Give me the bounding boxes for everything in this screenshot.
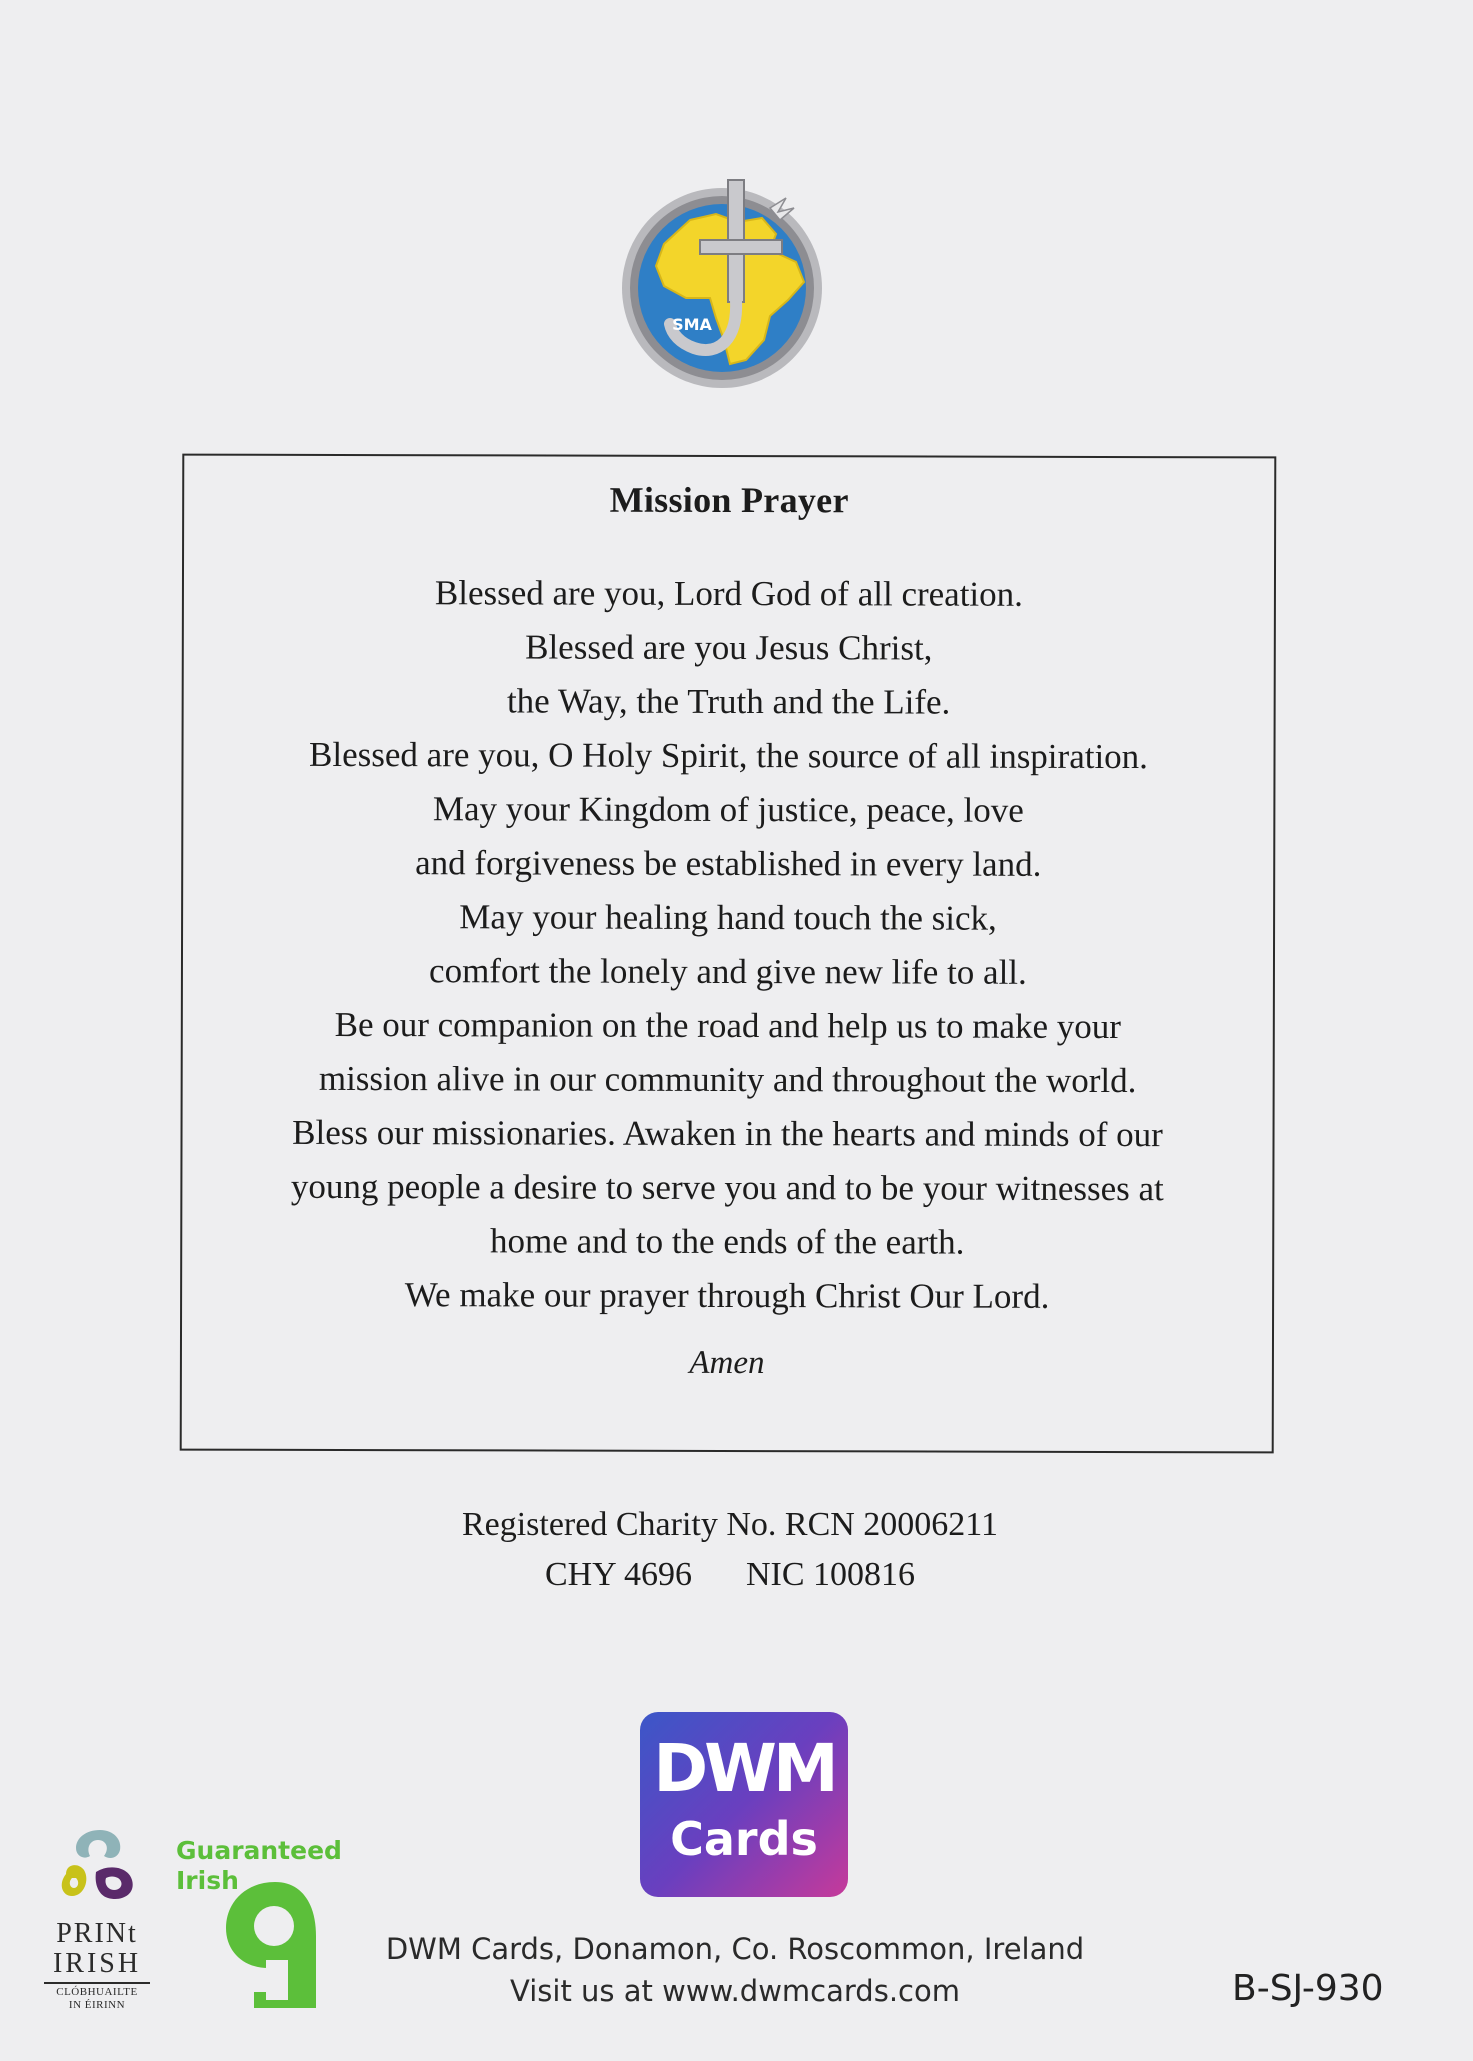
- prayer-line: Bless our missionaries. Awaken in the hearts and minds of our: [292, 1112, 1163, 1155]
- dwm-cards-logo: [640, 1712, 848, 1897]
- publisher-address: [370, 1928, 1100, 2012]
- nic-number: NIC 100816: [745, 1556, 916, 1593]
- dwm-logo-line2: Cards: [670, 1812, 818, 1866]
- print-irish-line2: IRISH: [44, 1948, 150, 1984]
- prayer-line: the Way, the Truth and the Life.: [506, 681, 951, 722]
- sma-logo-label: SMA: [672, 315, 712, 334]
- prayer-box: [180, 454, 1277, 1454]
- guaranteed-label: Guaranteed: [176, 1836, 342, 1865]
- print-irish-line3: [44, 1986, 150, 2012]
- guaranteed-irish-g-icon: [220, 1876, 330, 2014]
- prayer-line: Blessed are you, Lord God of all creation.: [434, 573, 1023, 614]
- guaranteed-irish-logo: [172, 1836, 347, 2016]
- prayer-line: and forgiveness be established in every land.: [415, 843, 1042, 884]
- prayer-line: comfort the lonely and give new life to all.: [429, 951, 1027, 992]
- charity-info: [330, 1500, 1130, 1600]
- prayer-line: Blessed are you, O Holy Spirit, the source of all inspiration.: [309, 734, 1149, 777]
- prayer-title: Mission Prayer: [609, 479, 849, 521]
- print-irish-irish-text: CLÓBHUAILTE: [56, 1986, 138, 1998]
- prayer-line: May your healing hand touch the sick,: [459, 897, 997, 938]
- prayer-line: We make our prayer through Christ Our Lord.: [404, 1275, 1050, 1316]
- prayer-line: mission alive in our community and throughout the world.: [318, 1058, 1137, 1101]
- dwm-logo-line1: DWM: [653, 1730, 835, 1807]
- irish-label: Irish: [176, 1866, 239, 1895]
- prayer-line: May your Kingdom of justice, peace, love: [432, 789, 1024, 830]
- website-line: Visit us at www.dwmcards.com: [510, 1974, 960, 2008]
- prayer-line: Be our companion on the road and help us to make your: [334, 1004, 1122, 1047]
- prayer-text: [182, 566, 1274, 1325]
- chy-number: CHY 4696: [544, 1556, 692, 1593]
- print-irish-logo: [44, 1826, 154, 2026]
- charity-registration: Registered Charity No. RCN 20006211: [461, 1506, 999, 1543]
- prayer-line: home and to the ends of the earth.: [490, 1221, 965, 1262]
- print-irish-icon: [44, 1826, 154, 1918]
- prayer-line: Blessed are you Jesus Christ,: [525, 627, 933, 668]
- address-line: DWM Cards, Donamon, Co. Roscommon, Ireland: [385, 1932, 1085, 1966]
- charity-numbers: [330, 1550, 1130, 1600]
- sma-logo: [620, 178, 832, 390]
- prayer-line: young people a desire to serve you and to be your witnesses at: [290, 1166, 1164, 1209]
- product-code: B-SJ-930: [1232, 1968, 1384, 2009]
- print-irish-irish-text-2: IN ÉIRINN: [68, 1999, 126, 2011]
- print-irish-line1: PRINt: [56, 1918, 138, 1949]
- prayer-closing: Amen: [689, 1344, 765, 1382]
